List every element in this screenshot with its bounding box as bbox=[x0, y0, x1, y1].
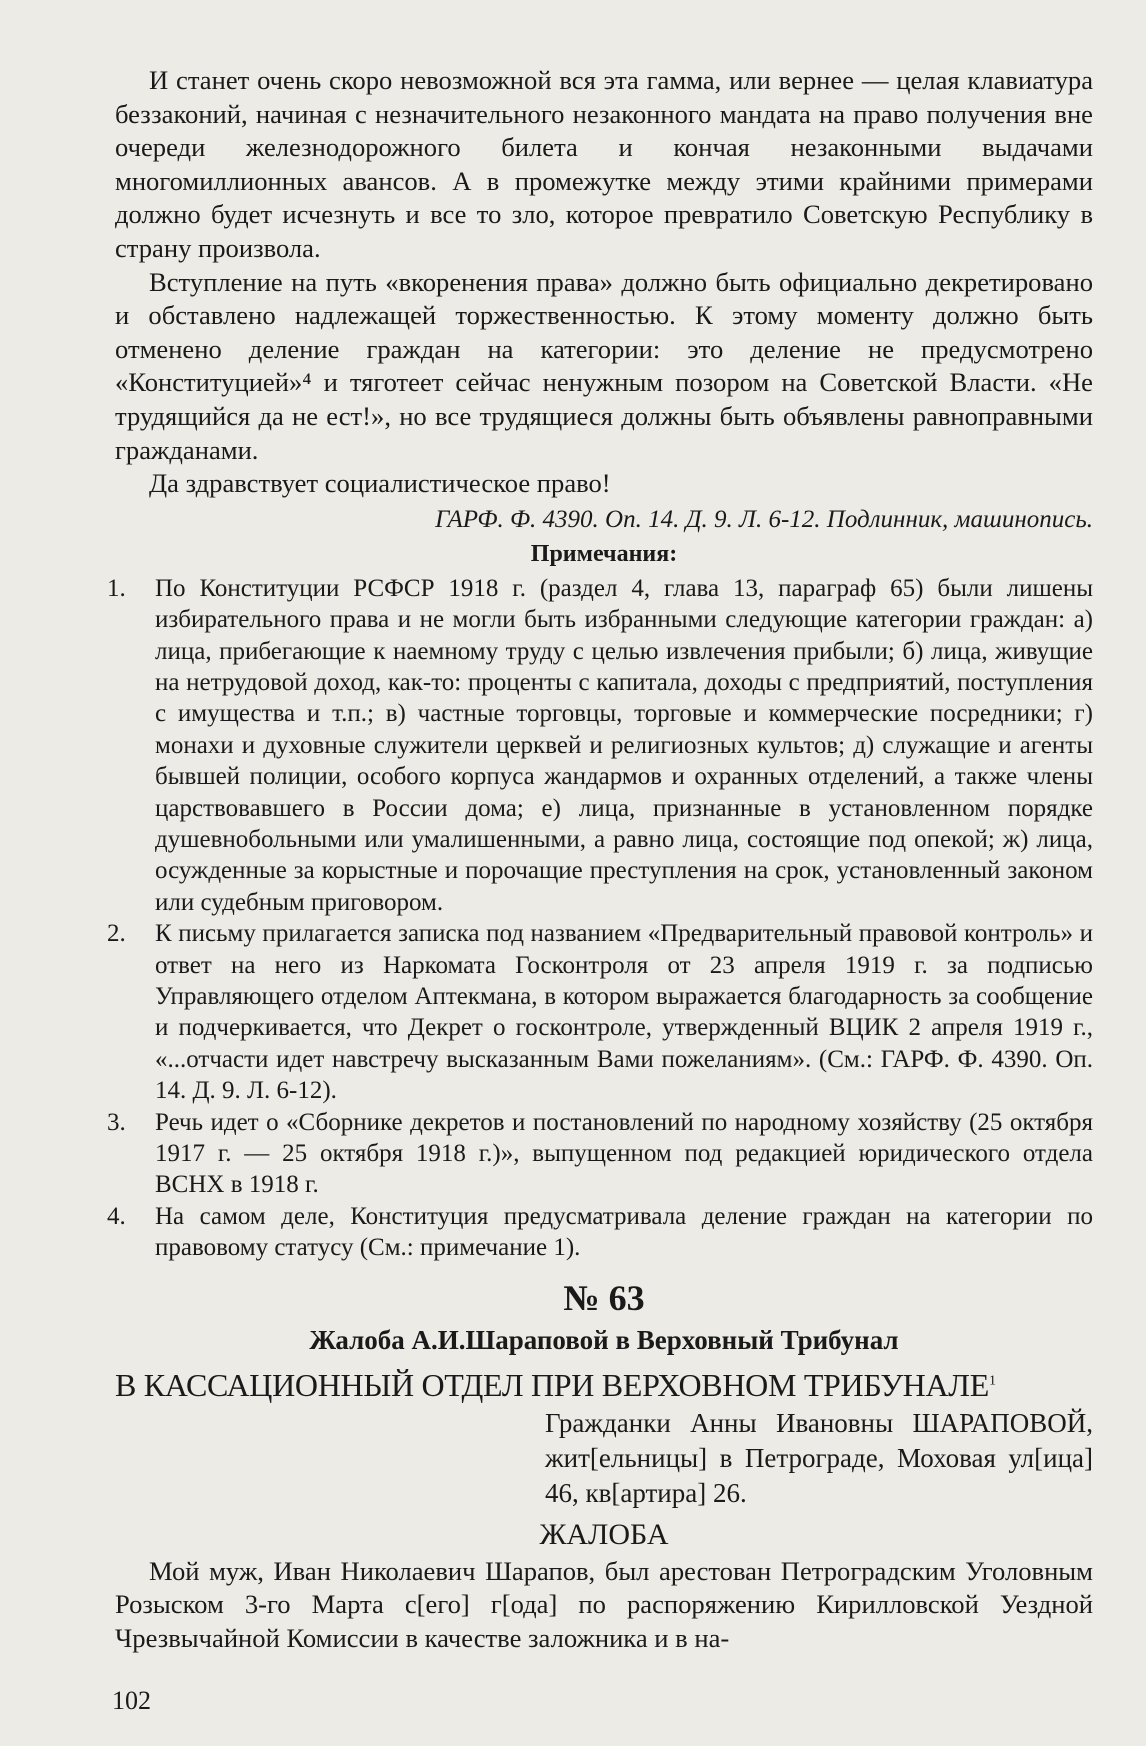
note-text: Речь идет о «Сборнике декретов и постановлений по народному хозяйству (25 октября 1917 г. — 25 октября 1918 г.)», выпущенном под редакцией юридического отдела ВСНХ в 1918 г. bbox=[155, 1108, 1093, 1199]
note-item bbox=[107, 1107, 1093, 1201]
footnote-marker: 1 bbox=[988, 1373, 996, 1388]
paragraph: И станет очень скоро невозможной вся эта гамма, или вернее — целая клавиатура беззаконий, начиная с незначительного незаконного мандата на право получения вне очереди железнодорожного билета и кончая незаконными выдачами многомиллионных авансов. А в промежутке между этими крайними примерами должно будет исчезнуть и все то зло, которое превратило Советскую Республику в страну произвола. bbox=[115, 65, 1093, 263]
addressee bbox=[115, 1364, 1093, 1406]
note-text: К письму прилагается записка под названием «Предварительный правовой контроль» и ответ на него из Наркомата Госконтроля от 23 апреля 1919 г. за подписью Управляющего отделом Аптекмана, в котором выражается благодарность за сообщение и подчеркивается, что Декрет о госконтроле, утвержденный ВЦИК 2 апреля 1919 г., «...отчасти идет навстречу высказанным Вами пожеланиям». (См.: ГАРФ. Ф. 4390. Оп. 14. Д. 9. Л. 6-12). bbox=[155, 920, 1093, 1105]
sender-block: Гражданки Анны Ивановны ШАРАПОВОЙ, жит[ельницы] в Петрограде, Моховая ул[ица] 46, кв[артира] 26. bbox=[545, 1407, 1093, 1508]
note-number: 4. bbox=[107, 1202, 126, 1230]
note-number: 2. bbox=[107, 920, 126, 948]
complaint-text: Мой муж, Иван Николаевич Шарапов, был арестован Петроградским Уголовным Розыском 3-го Марта с[его] г[ода] по распоряжению Кирилловской Уездной Чрезвычайной Комиссии в качестве заложника и в на- bbox=[115, 1555, 1093, 1653]
document-number: № 63 bbox=[563, 1277, 645, 1318]
page-number: 102 bbox=[112, 1686, 151, 1715]
note-item bbox=[107, 1201, 1093, 1264]
note-text: По Конституции РСФСР 1918 г. (раздел 4, глава 13, параграф 65) были лишены избирательного права и не могли быть избранными следующие категории граждан: а) лица, прибегающие к наемному труду с целью извлечения прибыли; б) лица, живущие на нетрудовой доход, как-то: проценты с капитала, доходы с предприятий, поступления с имущества и т.п.; в) частные торговцы, торговые и коммерческие посредники; г) монахи и духовные служители церквей и религиозных культов; д) служащие и агенты бывшей полиции, особого корпуса жандармов и охранных отделений, а также члены царствовавшего в России дома; е) лица, признанные в установленном порядке душевнобольными или умалишенными, а равно лица, состоящие под опекой; ж) лица, осужденные за корыстные и порочащие преступления на срок, установленный законом или судебным приговором. bbox=[155, 574, 1093, 916]
note-number: 3. bbox=[107, 1108, 126, 1136]
paragraph: Да здравствует социалистическое право! bbox=[149, 468, 611, 499]
archival-source: ГАРФ. Ф. 4390. Оп. 14. Д. 9. Л. 6-12. Подлинник, машинопись. bbox=[435, 505, 1093, 533]
note-number: 1. bbox=[107, 574, 126, 602]
document-title: Жалоба А.И.Шараповой в Верховный Трибунал bbox=[309, 1324, 899, 1355]
addressee-text: В КАССАЦИОННЫЙ ОТДЕЛ ПРИ ВЕРХОВНОМ ТРИБУНАЛЕ bbox=[115, 1366, 989, 1403]
paragraph: Вступление на путь «вкоренения права» должно быть официально декретировано и обставлено надлежащей торжественностью. К этому моменту должно быть отменено деление граждан на категории: это деление не предусмотрено «Конституцией»⁴ и тяготеет сейчас ненужным позором на Советской Власти. «Не трудящийся да не ест!», но все трудящиеся должны быть объявлены равноправными гражданами. bbox=[115, 266, 1093, 465]
notes-list bbox=[107, 573, 1093, 1264]
note-item bbox=[107, 918, 1093, 1106]
note-text: На самом деле, Конституция предусматривала деление граждан на категории по правовому статусу (См.: примечание 1). bbox=[155, 1202, 1093, 1262]
notes-title: Примечания: bbox=[530, 540, 678, 567]
text-column bbox=[107, 64, 1093, 1655]
note-item bbox=[107, 573, 1093, 918]
complaint-heading: ЖАЛОБА bbox=[539, 1517, 669, 1551]
